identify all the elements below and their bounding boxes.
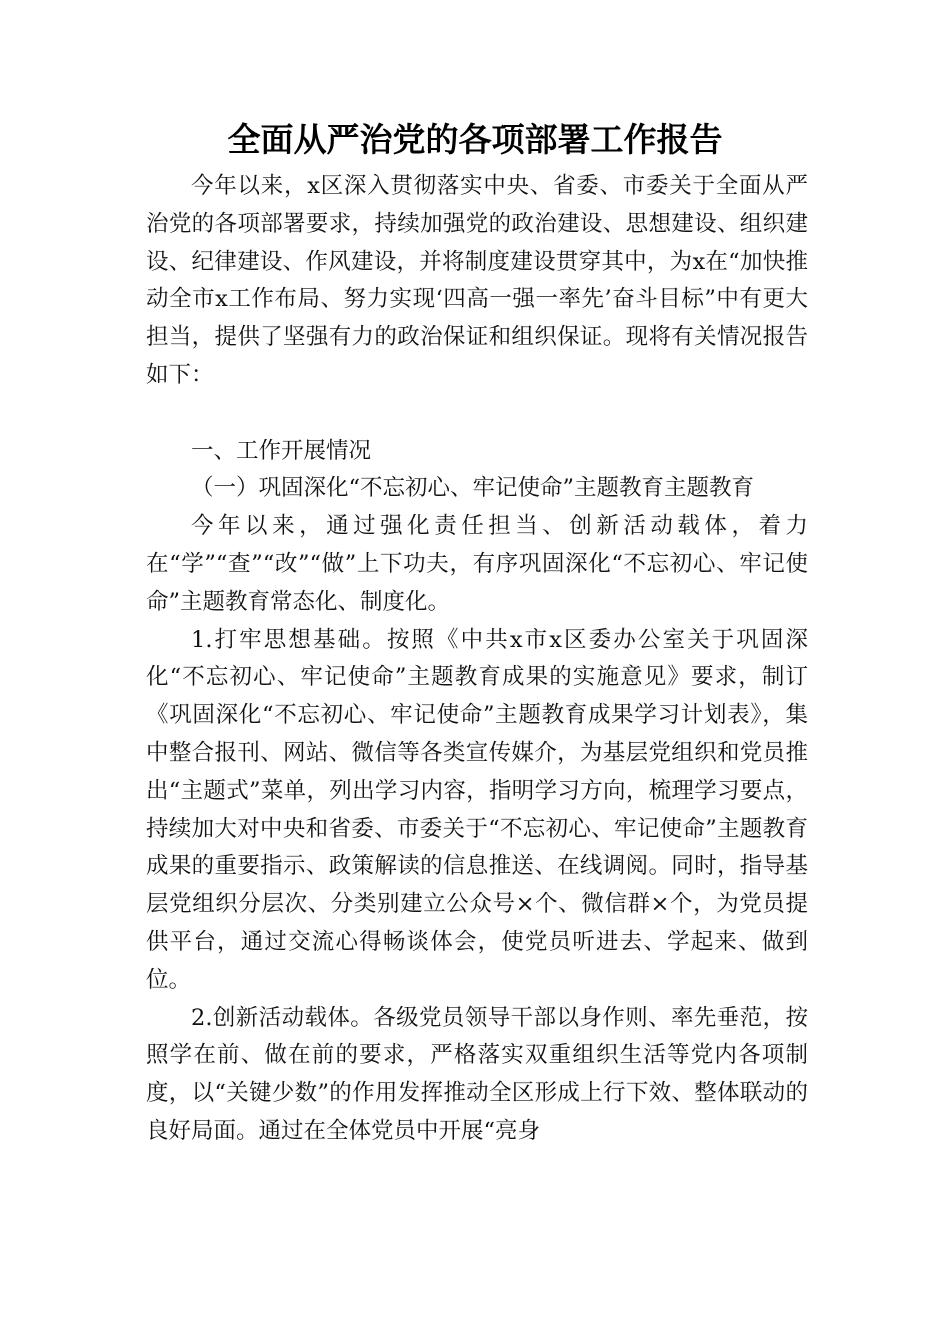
item-1-paragraph: 1.打牢思想基础。按照《中共x市x区委办公室关于巩固深化“不忘初心、牢记使命”主题教育成果的实施意见》要求，制订《巩固深化“不忘初心、牢记使命”主题教育成果学习计划表》，集中整合报刊、网站、微信等各类宣传媒介，为基层党组织和党员推出“主题式”菜单，列出学习内容，指明学习方向，梳理学习要点，持续加大对中央和省委、市委关于“不忘初心、牢记使命”主题教育成果的重要指示、政策解读的信息推送、在线调阅。同时，指导基层党组织分层次、分类别建立公众号×个、微信群×个，为党员提供平台，通过交流心得畅谈体会，使党员听进去、学起来、做到位。 [146,626,808,993]
document-body [146,168,808,1151]
document-title: 全面从严治党的各项部署工作报告 [227,120,723,159]
section-heading: 一、工作开展情况 [191,437,372,464]
intro-paragraph: 今年以来，x区深入贯彻落实中央、省委、市委关于全面从严治党的各项部署要求，持续加强党的政治建设、思想建设、组织建设、纪律建设、作风建设，并将制度建设贯穿其中，为x在“加快推动全市x工作布局、努力实现‘四高一强一率先’奋斗目标”中有更大担当，提供了坚强有力的政治保证和组织保证。现将有关情况报告如下： [146,173,808,388]
subsection-heading: （一）巩固深化“不忘初心、牢记使命”主题教育主题教育 [191,475,755,502]
subsection-intro-paragraph: 今年以来，通过强化责任担当、创新活动载体，着力在“学”“查”“改”“做”上下功夫，有序巩固深化“不忘初心、牢记使命”主题教育常态化、制度化。 [146,513,808,615]
item-2-paragraph: 2.创新活动载体。各级党员领导干部以身作则、率先垂范，按照学在前、做在前的要求，严格落实双重组织生活等党内各项制度，以“关键少数”的作用发挥推动全区形成上行下效、整体联动的良好局面。通过在全体党员中开展“亮身 [146,1004,808,1144]
paragraph-spacer [146,395,808,433]
